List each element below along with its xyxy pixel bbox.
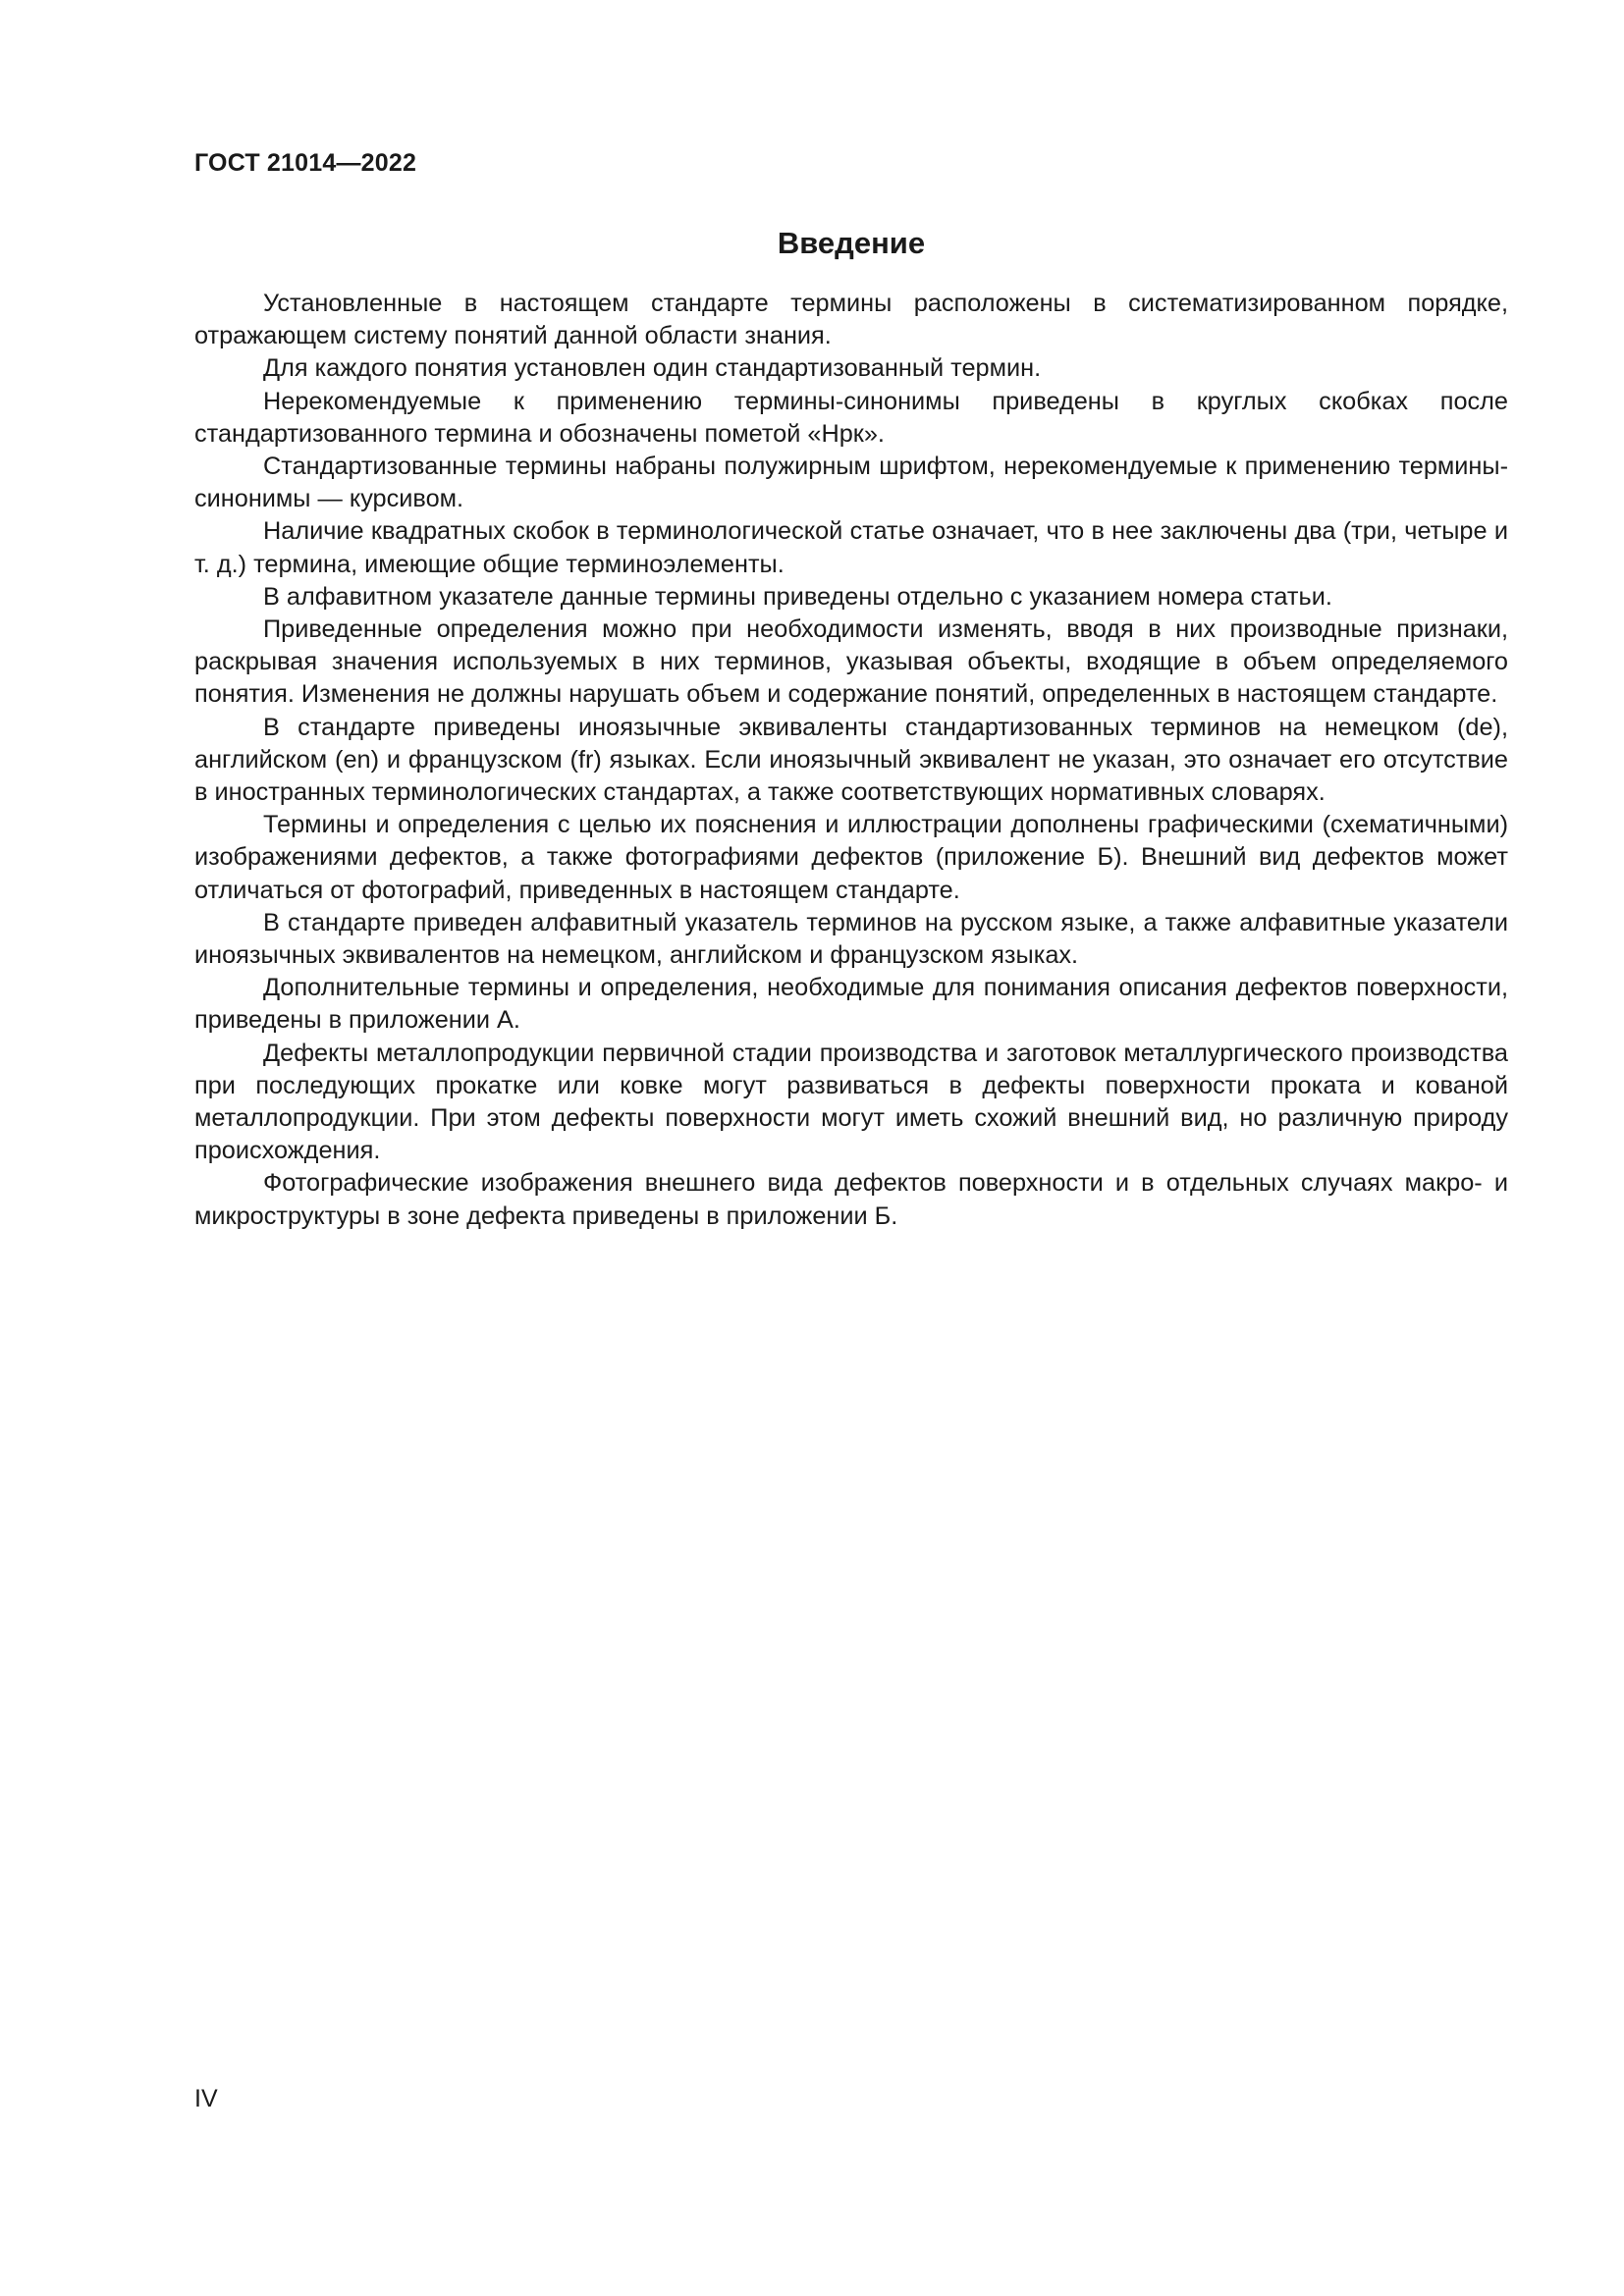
paragraph: Фотографические изображения внешнего вида дефектов поверхности и в отдельных случаях макро- и микроструктуры в зоне дефекта приведены в приложении Б.	[194, 1169, 1508, 1230]
paragraph: Дополнительные термины и определения, необходимые для понимания описания дефектов поверхности, приведены в приложении А.	[194, 974, 1508, 1035]
page-number: IV	[194, 2085, 218, 2112]
paragraph: Стандартизованные термины набраны полужирным шрифтом, нерекомендуемые к применению термины-синонимы — курсивом.	[194, 453, 1508, 513]
paragraph: Для каждого понятия установлен один стандартизованный термин.	[263, 354, 1042, 383]
paragraph: Термины и определения с целью их пояснения и иллюстрации дополнены графическими (схематичными) изображениями дефектов, а также фотографиями дефектов (приложение Б). Внешний вид дефектов может отличаться от фотографий, приведенных в настоящем стандарте.	[194, 811, 1508, 904]
paragraph: Установленные в настоящем стандарте термины расположены в систематизированном порядке, отражающем систему понятий данной области знания.	[194, 290, 1508, 350]
body-text	[194, 288, 1508, 1233]
paragraph: В стандарте приведены иноязычные эквиваленты стандартизованных терминов на немецком (de), английском (en) и французском (fr) языках. Если иноязычный эквивалент не указан, это означает его отсутствие в иностранных терминологических стандартах, а также соответствующих нормативных словарях.	[194, 713, 1508, 807]
paragraph: Дефекты металлопродукции первичной стадии производства и заготовок металлургического производства при последующих прокатке или ковке могут развиваться в дефекты поверхности проката и кованой металлопродукции. При этом дефекты поверхности могут иметь схожий внешний вид, но различную природу происхождения.	[194, 1039, 1508, 1165]
paragraph: В стандарте приведен алфавитный указатель терминов на русском языке, а также алфавитные указатели иноязычных эквивалентов на немецком, английском и французском языках.	[194, 908, 1508, 970]
paragraph: Приведенные определения можно при необходимости изменять, вводя в них производные признаки, раскрывая значения используемых в них терминов, указывая объекты, входящие в объем определяемого понятия. Изменения не должны нарушать объем и содержание понятий, определенных в настоящем стандарте.	[194, 615, 1508, 709]
document-code: ГОСТ 21014—2022	[194, 149, 417, 177]
paragraph: Наличие квадратных скобок в терминологической статье означает, что в нее заключены два (три, четыре и т. д.) термина, имеющие общие терминоэлементы.	[194, 517, 1508, 578]
section-title: Введение	[777, 226, 926, 260]
paragraph: В алфавитном указателе данные термины приведены отдельно с указанием номера статьи.	[263, 582, 1332, 611]
paragraph: Нерекомендуемые к применению термины-синонимы приведены в круглых скобках после стандартизованного термина и обозначены пометой «Нрк».	[194, 387, 1508, 448]
